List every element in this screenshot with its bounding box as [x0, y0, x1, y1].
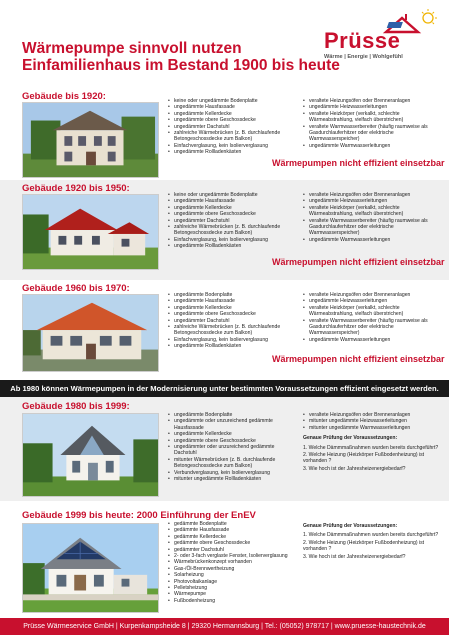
list-item: • ungedämmte Heizwasserleitungen	[303, 298, 441, 304]
list-item: • veraltete Heizungsöfen oder Brenneranlagen	[303, 192, 441, 198]
list-item: • ungedämmte Bodenplatte	[168, 292, 298, 298]
list-item: • Wärmebrückenkonzept vorhanden	[168, 559, 298, 565]
list-item: • Solarheizung	[168, 572, 298, 578]
list-item: • ungedämmte obere Geschossdecke	[168, 311, 298, 317]
list-item: • ungedämmte Hausfassade	[168, 104, 298, 110]
list-item: • Einfachverglasung, kein Isolierverglasung	[168, 143, 298, 149]
building-features-list	[168, 521, 298, 604]
list-item: • gedämmte Hausfassade	[168, 527, 298, 533]
list-item: • ungedämmte Kellerdecke	[168, 111, 298, 117]
list-item: • veraltete Warmwasserbereiter (häufig raumweise als Gasdurchlauferhitzer oder elektrische Warmwasserspeicher)	[303, 124, 441, 143]
list-item: • mitunter ungedämmte Warmwasserleitungen	[303, 425, 441, 431]
list-item: • ungedämmte obere Geschossdecke	[168, 438, 298, 444]
brick-house-photo	[22, 194, 159, 270]
list-item: • Verbundverglasung, kein Isolierverglasung	[168, 470, 298, 476]
check-list	[303, 532, 441, 560]
list-item: • veraltete Warmwasserbereiter (häufig raumweise als Gasdurchlauferhitzer oder elektrische Warmwasserspeicher)	[303, 218, 441, 237]
list-item: • Gas-/Öl-Brennwertheizung	[168, 566, 298, 572]
list-item: 2. Welche Heizung (Heizkörper Fußbodenheizung) ist vorhanden ?	[303, 539, 425, 553]
check-list	[303, 445, 441, 473]
list-item: • ungedämmte Kellerdecke	[168, 205, 298, 211]
list-item: • ungedämmte Hausfassade	[168, 298, 298, 304]
list-item: • Einfachverglasung, kein Isolierverglasung	[168, 337, 298, 343]
efficiency-note: Wärmepumpen nicht effizient einsetzbar	[272, 158, 445, 168]
list-item: • ungedämmte Warmwasserleitungen	[303, 143, 441, 149]
list-item: • Einfachverglasung, kein Isolierverglasung	[168, 237, 298, 243]
list-item: • ungedämmter oder unzureichend gedämmte Dachstuhl	[168, 444, 298, 457]
check-block	[303, 412, 441, 473]
page-header	[0, 0, 449, 88]
list-item: • zahlreiche Wärmebrücken (z. B. durchlaufende Betongeschossdecke zum Balkon)	[168, 130, 298, 143]
list-item: • veraltete Heizungsöfen oder Brenneranlagen	[303, 292, 441, 298]
list-item: • gedämmte Kellerdecke	[168, 534, 298, 540]
list-item: • ungedämmte Bodenplatte	[168, 412, 298, 418]
page-title	[22, 40, 342, 74]
list-item: • ungedämmte Heizwasserleitungen	[303, 104, 441, 110]
building-deficits-list	[168, 98, 298, 156]
heating-deficits-list	[303, 412, 441, 431]
section-1920-1950	[0, 180, 449, 280]
heating-deficits-list	[303, 98, 441, 149]
list-item: • ungedämmte Rollladenkästen	[168, 243, 298, 249]
list-item: • Fußbodenheizung	[168, 598, 298, 604]
list-item: • ungedämmter Dachstuhl	[168, 124, 298, 130]
efficiency-note: Wärmepumpen nicht effizient einsetzbar	[272, 257, 445, 267]
list-item: • zahlreiche Wärmebrücken (z. B. durchlaufende Betongeschossdecke zum Balkon)	[168, 224, 298, 237]
check-title: Genaue Prüfung der Voraussetzungen:	[303, 435, 398, 442]
heating-deficits-list	[303, 192, 441, 243]
list-item: • ungedämmte Heizwasserleitungen	[303, 198, 441, 204]
section-bis-1920	[0, 88, 449, 180]
list-item: • ungedämmter Dachstuhl	[168, 318, 298, 324]
list-item: 2. Welche Heizung (Heizkörper Fußbodenheizung) ist vorhanden ?	[303, 452, 425, 465]
list-item: • ungedämmte Rollladenkästen	[168, 343, 298, 349]
list-item: • veraltete Heizungsöfen oder Brenneranlagen	[303, 412, 441, 418]
check-block	[303, 519, 441, 561]
footer-contact: Prüsse Wärmeservice GmbH | Kurpenkampsheide 8 | 29320 Hermannsburg | Tel.: (05052) 978717 | www.pruesse-haustechnik.de	[0, 618, 449, 635]
list-item: • gedämmte obere Geschossdecke	[168, 540, 298, 546]
list-item: • ungedämmter Dachstuhl	[168, 218, 298, 224]
logo-name: Prüsse	[324, 28, 401, 53]
hipped-roof-house-photo	[22, 294, 159, 372]
list-item: • mitunter Wärmebrücken (z. B. durchlaufende Betongeschossdecke zum Balkon)	[168, 457, 298, 470]
list-item: • veraltete Warmwasserbereiter (häufig raumweise als Gasdurchlauferhitzer oder elektrische Warmwasserspeicher)	[303, 318, 441, 337]
building-deficits-list	[168, 292, 298, 350]
list-item: • veraltete Heizkörper (verkalkt, schlechte Wärmeabstrahlung, vielfach überstrichen)	[303, 111, 441, 124]
building-deficits-list	[168, 192, 298, 250]
list-item: • ungedämmte Warmwasserleitungen	[303, 337, 441, 343]
list-item: • veraltete Heizungsöfen oder Brenneranlagen	[303, 98, 441, 104]
list-item: • Pelletsheizung	[168, 585, 298, 591]
list-item: • ungedämmte Kellerdecke	[168, 305, 298, 311]
logo-tagline: Wärme | Energie | Wohlgefühl	[324, 54, 403, 60]
list-item: • 2- oder 3-fach verglaste Fenster, Isolierverglasung	[168, 553, 298, 559]
list-item: 1. Welche Dämmmaßnahmen wurden bereits durchgeführt?	[303, 532, 439, 539]
list-item: 1. Welche Dämmmaßnahmen wurden bereits durchgeführt?	[303, 444, 439, 451]
section-title: Gebäude 1999 bis heute: 2000 Einführung der EnEV	[22, 510, 256, 521]
list-item: • ungedämmte Kellerdecke	[168, 431, 298, 437]
heating-deficits-list	[303, 292, 441, 343]
list-item: • veraltete Heizkörper (verkalkt, schlechte Wärmeabstrahlung, vielfach überstrichen)	[303, 305, 441, 318]
section-title: Gebäude 1980 bis 1999:	[22, 401, 130, 412]
section-1999-heute	[0, 501, 449, 618]
list-item: • Photovoltaikanlage	[168, 579, 298, 585]
list-item: • gedämmte Bodenplatte	[168, 521, 298, 527]
company-logo	[318, 8, 444, 64]
check-title: Genaue Prüfung der Voraussetzungen:	[303, 523, 398, 529]
list-item: • mitunter ungedämmte Rollladenkästen	[168, 476, 298, 482]
title-line-1: Wärmepumpe sinnvoll nutzen	[22, 40, 242, 57]
list-item: • ungedämmte obere Geschossdecke	[168, 211, 298, 217]
list-item: • gedämmter Dachstuhl	[168, 547, 298, 553]
efficiency-note: Wärmepumpen nicht effizient einsetzbar	[272, 354, 445, 364]
info-banner: Ab 1980 können Wärmepumpen in der Modernisierung unter bestimmten Voraussetzungen effizient eingesetzt werden.	[0, 380, 449, 397]
list-item: • ungedämmte oder unzureichend gedämmte Hausfassade	[168, 418, 298, 431]
modern-house-photo	[22, 413, 159, 497]
section-1960-1970	[0, 280, 449, 380]
solar-house-photo	[22, 523, 159, 613]
old-villa-photo	[22, 102, 159, 178]
list-item: 3. Wie hoch ist der Jahresheizenergiebedarf?	[303, 553, 406, 560]
section-1980-1999	[0, 397, 449, 501]
list-item: • keine oder ungedämmte Bodenplatte	[168, 98, 298, 104]
list-item: • veraltete Heizkörper (verkalkt, schlechte Wärmeabstrahlung, vielfach überstrichen)	[303, 205, 441, 218]
list-item: • mitunter ungedämmte Heizwasserleitungen	[303, 418, 441, 424]
section-title: Gebäude 1960 bis 1970:	[22, 283, 130, 294]
list-item: • ungedämmte Hausfassade	[168, 198, 298, 204]
title-line-2: Einfamilienhaus im Bestand 1900 bis heute	[22, 57, 340, 74]
building-deficits-list	[168, 412, 298, 482]
list-item: • ungedämmte obere Geschossdecke	[168, 117, 298, 123]
section-title: Gebäude 1920 bis 1950:	[22, 183, 130, 194]
section-title: Gebäude bis 1920:	[22, 91, 106, 102]
list-item: 3. Wie hoch ist der Jahresheizenergiebedarf?	[303, 465, 406, 472]
list-item: • Wärmepumpe	[168, 591, 298, 597]
list-item: • ungedämmte Rollladenkästen	[168, 149, 298, 155]
list-item: • keine oder ungedämmte Bodenplatte	[168, 192, 298, 198]
list-item: • ungedämmte Warmwasserleitungen	[303, 237, 441, 243]
list-item: • zahlreiche Wärmebrücken (z. B. durchlaufende Betongeschossdecke zum Balkon)	[168, 324, 298, 337]
